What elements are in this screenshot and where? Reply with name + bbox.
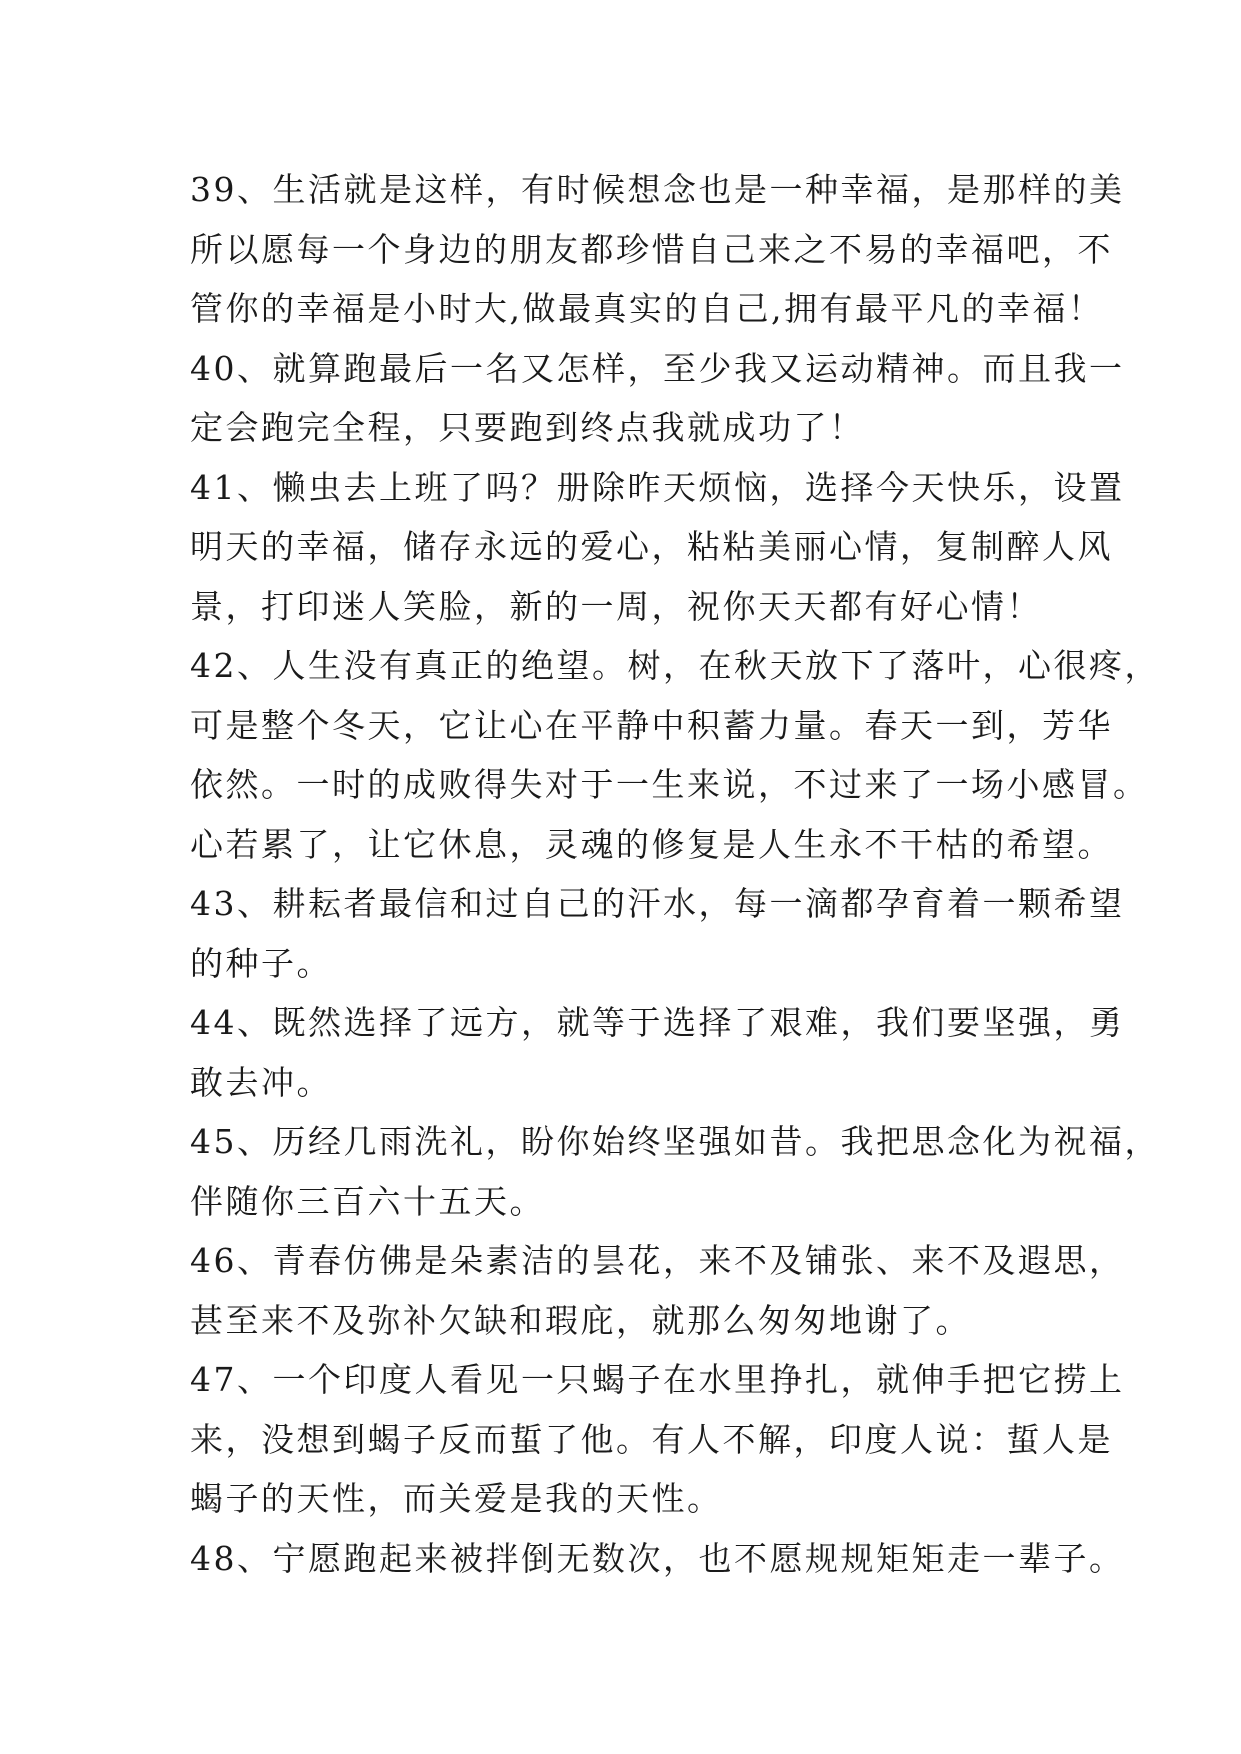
- body-text: [190, 160, 1160, 1588]
- text-line: 心若累了，让它休息，灵魂的修复是人生永不干枯的希望。: [190, 824, 1113, 864]
- text-line: 来，没想到蝎子反而蜇了他。有人不解，印度人说：蜇人是: [190, 1419, 1113, 1459]
- text-line: 39、生活就是这样，有时候想念也是一种幸福，是那样的美: [190, 170, 1125, 209]
- text-line: 45、历经几雨洗礼，盼你始终坚强如昔。我把思念化为祝福，: [190, 1122, 1160, 1161]
- text-line: 敢去冲。: [190, 1062, 332, 1102]
- text-line: 依然。一时的成败得失对于一生来说，不过来了一场小感冒。: [190, 765, 1149, 804]
- text-line: 43、耕耘者最信和过自己的汗水，每一滴都孕育着一颗希望: [190, 884, 1125, 923]
- text-line: 伴随你三百六十五天。: [190, 1181, 545, 1221]
- text-line: 41、懒虫去上班了吗？册除昨天烦恼，选择今天快乐，设置: [190, 467, 1125, 507]
- text-line: 可是整个冬天，它让心在平静中积蓄力量。春天一到，芳华: [190, 705, 1113, 745]
- text-line: 40、就算跑最后一名又怎样，至少我又运动精神。而且我一: [190, 348, 1125, 388]
- text-line: 47、一个印度人看见一只蝎子在水里挣扎，就伸手把它捞上: [190, 1360, 1125, 1399]
- text-line: 48、宁愿跑起来被拌倒无数次，也不愿规规矩矩走一辈子。: [190, 1538, 1125, 1578]
- text-line: 42、人生没有真正的绝望。树，在秋天放下了落叶，心很疼，: [190, 646, 1160, 685]
- text-line: 46、青春仿佛是朵素洁的昙花，来不及铺张、来不及遐思，: [190, 1241, 1125, 1280]
- text-line: 明天的幸福，储存永远的爱心，粘粘美丽心情，复制醉人风: [190, 527, 1113, 566]
- text-line: 定会跑完全程，只要跑到终点我就成功了！: [190, 408, 865, 447]
- text-line: 管你的幸福是小时大,做最真实的自己,拥有最平凡的幸福！: [190, 289, 1104, 328]
- text-line: 44、既然选择了远方，就等于选择了艰难，我们要坚强，勇: [190, 1003, 1125, 1042]
- text-line: 蝎子的天性，而关爱是我的天性。: [190, 1479, 723, 1518]
- text-line: 所以愿每一个身边的朋友都珍惜自己来之不易的幸福吧，不: [190, 229, 1113, 269]
- text-line: 甚至来不及弥补欠缺和瑕庇，就那么匆匆地谢了。: [190, 1300, 971, 1340]
- text-line: 景，打印迷人笑脸，新的一周，祝你天天都有好心情！: [190, 586, 1042, 626]
- text-line: 的种子。: [190, 943, 332, 983]
